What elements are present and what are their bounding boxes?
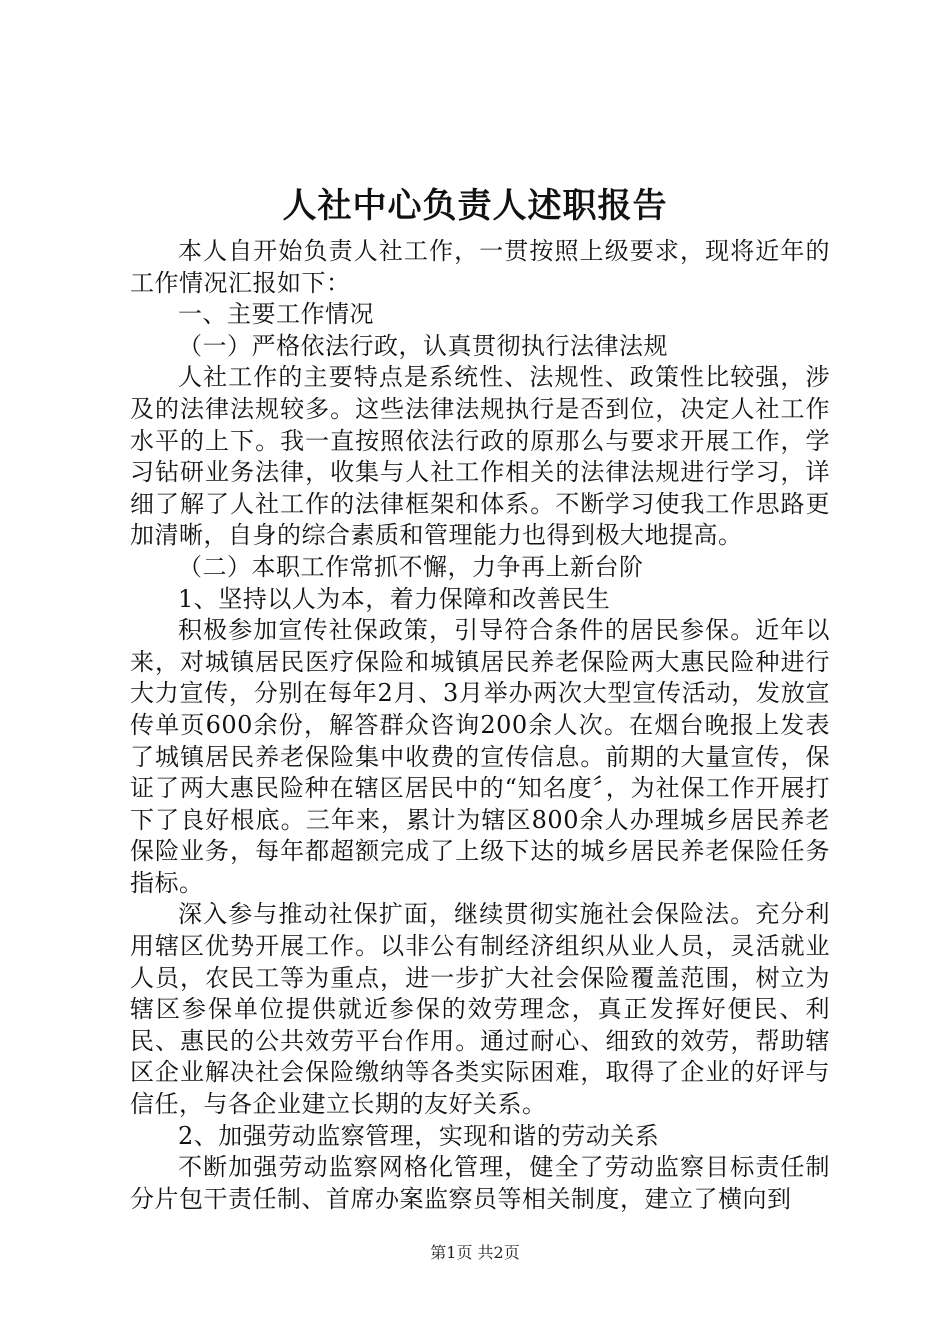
subheading-law: （一）严格依法行政，认真贯彻执行法律法规 (178, 331, 668, 360)
paragraph-expansion: 深入参与推动社保扩面，继续贯彻实施社会保险法。充分利用辖区优势开展工作。以非公有制经济组织从业人员，灵活就业人员，农民工等为重点，进一步扩大社会保险覆盖范围，树立为辖区参保单位提供就近参保的效劳理念，真正发挥好便民、利民、惠民的公共效劳平台作用。通过耐心、细致的效劳，帮助辖区企业解决社会保险缴纳等各类实际困难，取得了企业的好评与信任，与各企业建立长期的友好关系。 (130, 900, 830, 1119)
heading-main-work: 一、主要工作情况 (178, 300, 374, 329)
document-body (130, 236, 830, 1215)
item-heading-livelihood: 1、坚持以人为本，着力保障和改善民生 (178, 584, 611, 613)
paragraph-law: 人社工作的主要特点是系统性、法规性、政策性比较强，涉及的法律法规较多。这些法律法规执行是否到位，决定人社工作水平的上下。我一直按照依法行政的原那么与要求开展工作，学习钻研业务法律，收集与人社工作相关的法律法规进行学习，详细了解了人社工作的法律框架和体系。不断学习使我工作思路更加清晰，自身的综合素质和管理能力也得到极大地提高。 (130, 363, 830, 550)
item-heading-labor: 2、加强劳动监察管理，实现和谐的劳动关系 (178, 1121, 660, 1150)
subheading-duties: （二）本职工作常抓不懈，力争再上新台阶 (178, 552, 644, 581)
paragraph-publicity: 积极参加宣传社保政策，引导符合条件的居民参保。近年以来，对城镇居民医疗保险和城镇居民养老保险两大惠民险种进行大力宣传，分别在每年2月、3月举办两次大型宣传活动，发放宣传单页600余份，解答群众咨询200余人次。在烟台晚报上发表了城镇居民养老保险集中收费的宣传信息。前期的大量宣传，保证了两大惠民险种在辖区居民中的“知名度〞，为社保工作开展打下了良好根底。三年来，累计为辖区800余人办理城乡居民养老保险业务，每年都超额完成了上级下达的城乡居民养老保险任务指标。 (130, 616, 830, 897)
paragraph-intro: 本人自开始负责人社工作，一贯按照上级要求，现将近年的工作情况汇报如下： (130, 237, 830, 297)
document-title: 人社中心负责人述职报告 (282, 186, 668, 226)
paragraph-labor: 不断加强劳动监察网格化管理，健全了劳动监察目标责任制分片包干责任制、首席办案监察员等相关制度，建立了横向到 (130, 1153, 830, 1213)
page-footer: 第1页 共2页 (430, 1243, 520, 1262)
